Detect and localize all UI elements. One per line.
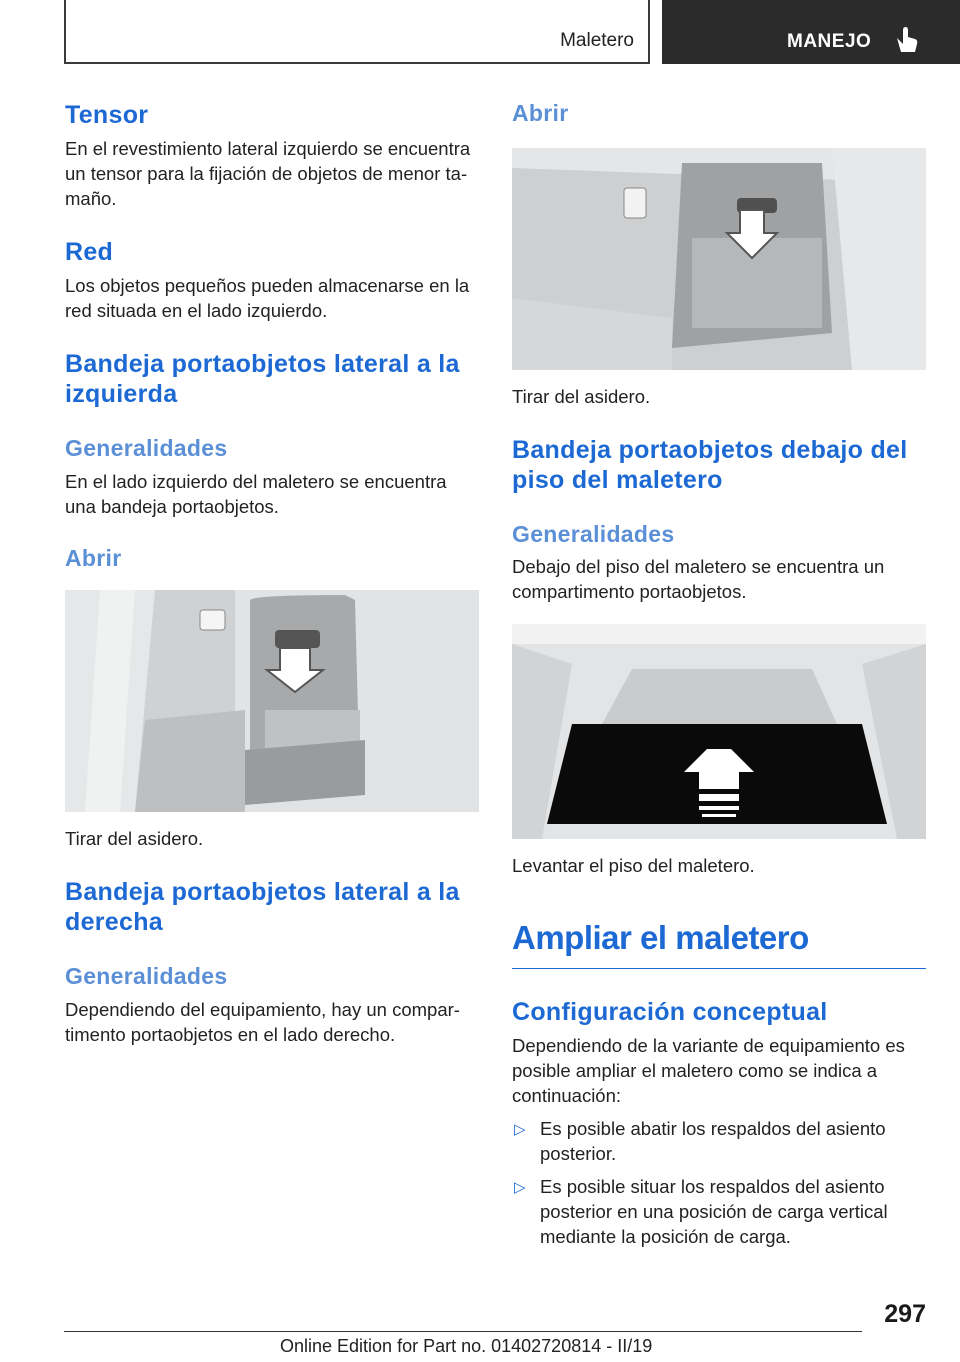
heading-red: Red (65, 238, 114, 266)
heading-bandeja-izquierda: Bandeja portaobjetos lateral a la izquierda (65, 350, 460, 408)
subheading-generalidades-1: Generalidades (65, 435, 228, 461)
page-number: 297 (884, 1300, 926, 1328)
heading-configuracion: Configuración conceptual (512, 997, 828, 1026)
figure-left-compartment (65, 590, 479, 812)
list-item: ▷ Es posible situar los respaldos del asiento posterior en una posición de carga vertical mediante la posición de carga. (514, 1175, 888, 1247)
subheading-generalidades-2: Generalidades (65, 963, 228, 990)
text-bandeja-izquierda: En el lado izquierdo del maletero se encuentra una bandeja portaobjetos. (65, 470, 447, 517)
triangle-bullet-icon: ▷ (514, 1178, 526, 1196)
heading-ampliar-maletero: Ampliar el maletero (512, 919, 809, 957)
text-configuracion: Dependiendo de la variante de equipamiento es posible ampliar el maletero como se indica a continuación: (512, 1034, 905, 1106)
caption-figure-3: Levantar el piso del maletero. (512, 855, 755, 877)
bullet-list (512, 1116, 926, 1249)
text-red: Los objetos pequeños pueden almacenarse en la red situada en el lado izquierdo. (65, 275, 470, 321)
heading-bandeja-piso: Bandeja portaobjetos debajo del piso del maletero (512, 435, 908, 494)
figure-right-compartment (512, 148, 926, 370)
text-bandeja-piso: Debajo del piso del maletero se encuentra un compartimento portaobjetos. (512, 556, 885, 603)
steering-hand-icon (893, 24, 919, 54)
text-bandeja-derecha: Dependiendo del equipamiento, hay un compar‐timento portaobjetos en el lado derecho. (65, 998, 460, 1045)
chapter-heading-rule (512, 918, 926, 969)
caption-figure-2: Tirar del asidero. (512, 385, 651, 407)
figure-floor-compartment (512, 624, 926, 839)
footer-rule (64, 1331, 862, 1332)
heading-bandeja-derecha: Bandeja portaobjetos lateral a la derecha (65, 878, 460, 937)
subheading-abrir-2: Abrir (512, 100, 569, 126)
heading-tensor: Tensor (65, 101, 149, 129)
list-item: ▷ Es posible abatir los respaldos del asiento posterior. (514, 1117, 886, 1164)
header-section-box (64, 0, 650, 64)
right-column (512, 100, 926, 1249)
left-column (65, 100, 479, 1047)
triangle-bullet-icon: ▷ (514, 1120, 526, 1138)
header-chapter-title: MANEJO (787, 31, 872, 52)
subheading-generalidades-3: Generalidades (512, 520, 675, 547)
footer-edition: Online Edition for Part no. 01402720814 - II/19 (280, 1336, 653, 1356)
header-section-title: Maletero (560, 30, 634, 51)
subheading-abrir-1: Abrir (65, 544, 122, 571)
caption-figure-1: Tirar del asidero. (65, 828, 204, 850)
text-tensor: En el revestimiento lateral izquierdo se encuentra un tensor para la fijación de objetos de menor ta‐maño. (65, 138, 471, 209)
